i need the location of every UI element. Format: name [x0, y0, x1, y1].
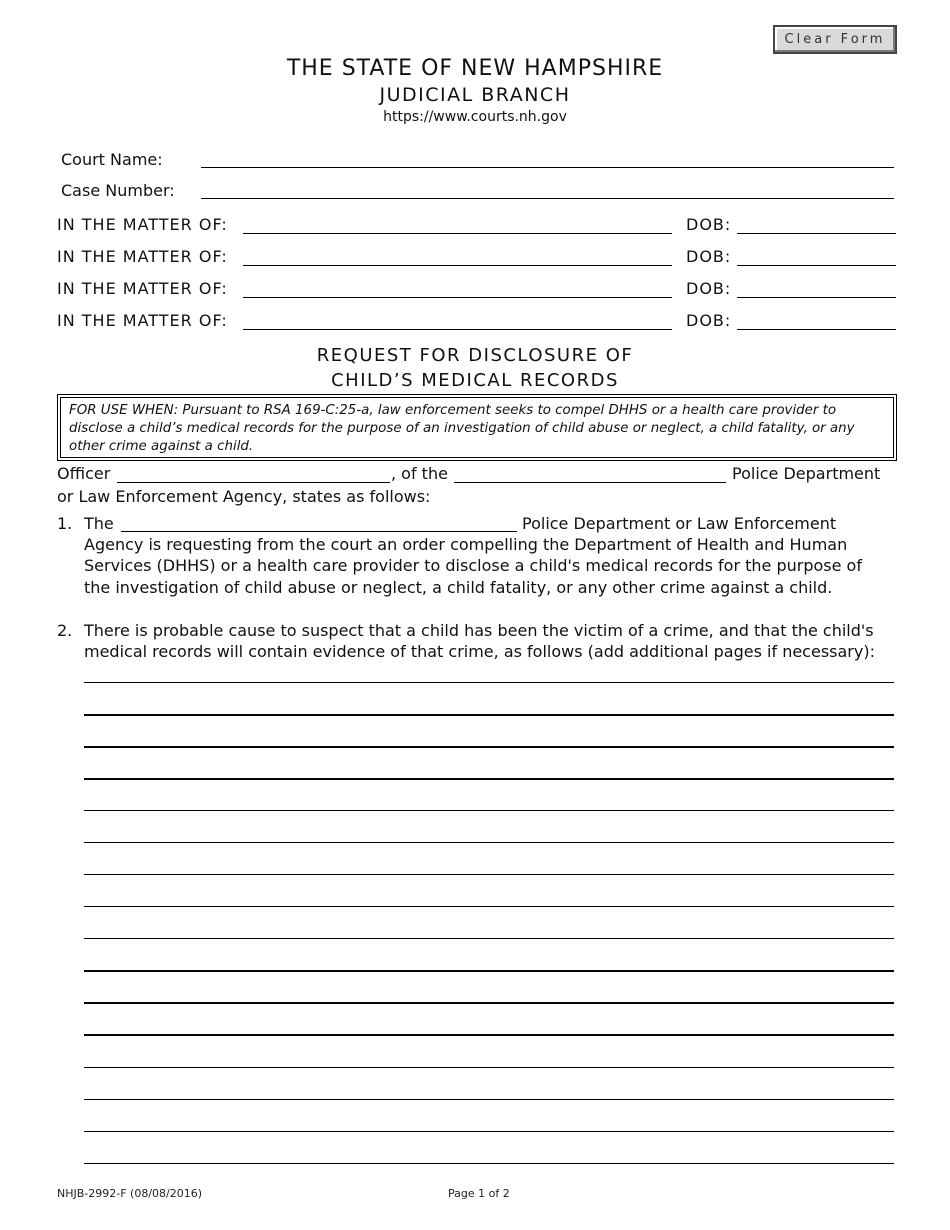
dob-label-2: DOB: [686, 247, 732, 266]
writing-line[interactable] [84, 938, 894, 939]
writing-line[interactable] [84, 1163, 894, 1164]
dob-field-3[interactable] [737, 297, 896, 298]
for-use-when-body: Pursuant to RSA 169-C:25-a, law enforcement seeks to compel DHHS or a health care provider to disclose a child’s medical records for the purpose of an investigation of child abuse or neglect, a child fatality, or any other crime against a child. [69, 403, 855, 454]
item-2-line-2: medical records will contain evidence of that crime, as follows (add additional pages if necessary): [84, 642, 875, 661]
court-url: https://www.courts.nh.gov [383, 109, 567, 125]
case-number-label: Case Number: [61, 181, 175, 200]
police-dept-label: Police Department [732, 464, 881, 483]
form-title-line-2: CHILD’S MEDICAL RECORDS [331, 370, 619, 391]
matter-field-2[interactable] [243, 265, 672, 266]
writing-line[interactable] [84, 970, 894, 972]
writing-line[interactable] [84, 778, 894, 780]
clear-form-button[interactable]: Clear Form [773, 25, 897, 54]
case-number-field[interactable] [201, 198, 894, 199]
matter-label-1: IN THE MATTER OF: [57, 215, 228, 234]
item-2-line-1: There is probable cause to suspect that a child has been the victim of a crime, and that the child's [84, 621, 874, 640]
officer-label: Officer [57, 464, 111, 483]
writing-line[interactable] [84, 906, 894, 907]
item-2-number: 2. [57, 621, 73, 640]
item-1-number: 1. [57, 514, 73, 533]
for-use-when-label: FOR USE WHEN: [69, 403, 179, 418]
writing-line[interactable] [84, 842, 894, 843]
item-1-the: The [84, 514, 114, 533]
item-1-line-3: Services (DHHS) or a health care provider to disclose a child's medical records for the purpose of [84, 556, 862, 575]
dob-field-1[interactable] [737, 233, 896, 234]
form-id: NHJB-2992-F (08/08/2016) [57, 1187, 203, 1200]
writing-line[interactable] [84, 1002, 894, 1004]
of-the-label: , of the [391, 464, 448, 483]
officer-name-field[interactable] [117, 482, 390, 483]
state-heading: THE STATE OF NEW HAMPSHIRE [286, 56, 664, 81]
writing-line[interactable] [84, 810, 894, 811]
item-1-agency-field[interactable] [121, 531, 517, 532]
matter-label-2: IN THE MATTER OF: [57, 247, 228, 266]
branch-heading: JUDICIAL BRANCH [379, 84, 571, 106]
matter-field-1[interactable] [243, 233, 672, 234]
writing-line[interactable] [84, 1131, 894, 1132]
states-as-follows: or Law Enforcement Agency, states as follows: [57, 487, 431, 506]
page-number: Page 1 of 2 [448, 1187, 510, 1200]
matter-label-3: IN THE MATTER OF: [57, 279, 228, 298]
court-name-label: Court Name: [61, 150, 163, 169]
item-1-line-4: the investigation of child abuse or neglect, a child fatality, or any other crime against a child. [84, 578, 833, 597]
writing-line[interactable] [84, 874, 894, 875]
for-use-when-text [60, 397, 894, 458]
writing-line[interactable] [84, 1067, 894, 1068]
matter-field-3[interactable] [243, 297, 672, 298]
writing-line[interactable] [84, 714, 894, 716]
writing-line[interactable] [84, 746, 894, 748]
court-name-field[interactable] [201, 167, 894, 168]
dob-label-1: DOB: [686, 215, 732, 234]
form-title-line-1: REQUEST FOR DISCLOSURE OF [316, 345, 634, 366]
police-dept-field[interactable] [454, 482, 726, 483]
matter-field-4[interactable] [243, 329, 672, 330]
for-use-when-box [57, 394, 897, 461]
item-1-line-1: Police Department or Law Enforcement [522, 514, 837, 533]
dob-label-4: DOB: [686, 311, 732, 330]
item-1-line-2: Agency is requesting from the court an order compelling the Department of Health and Human [84, 535, 848, 554]
writing-line[interactable] [84, 682, 894, 683]
writing-line[interactable] [84, 1099, 894, 1100]
writing-line[interactable] [84, 1034, 894, 1036]
dob-field-4[interactable] [737, 329, 896, 330]
dob-field-2[interactable] [737, 265, 896, 266]
dob-label-3: DOB: [686, 279, 732, 298]
matter-label-4: IN THE MATTER OF: [57, 311, 228, 330]
